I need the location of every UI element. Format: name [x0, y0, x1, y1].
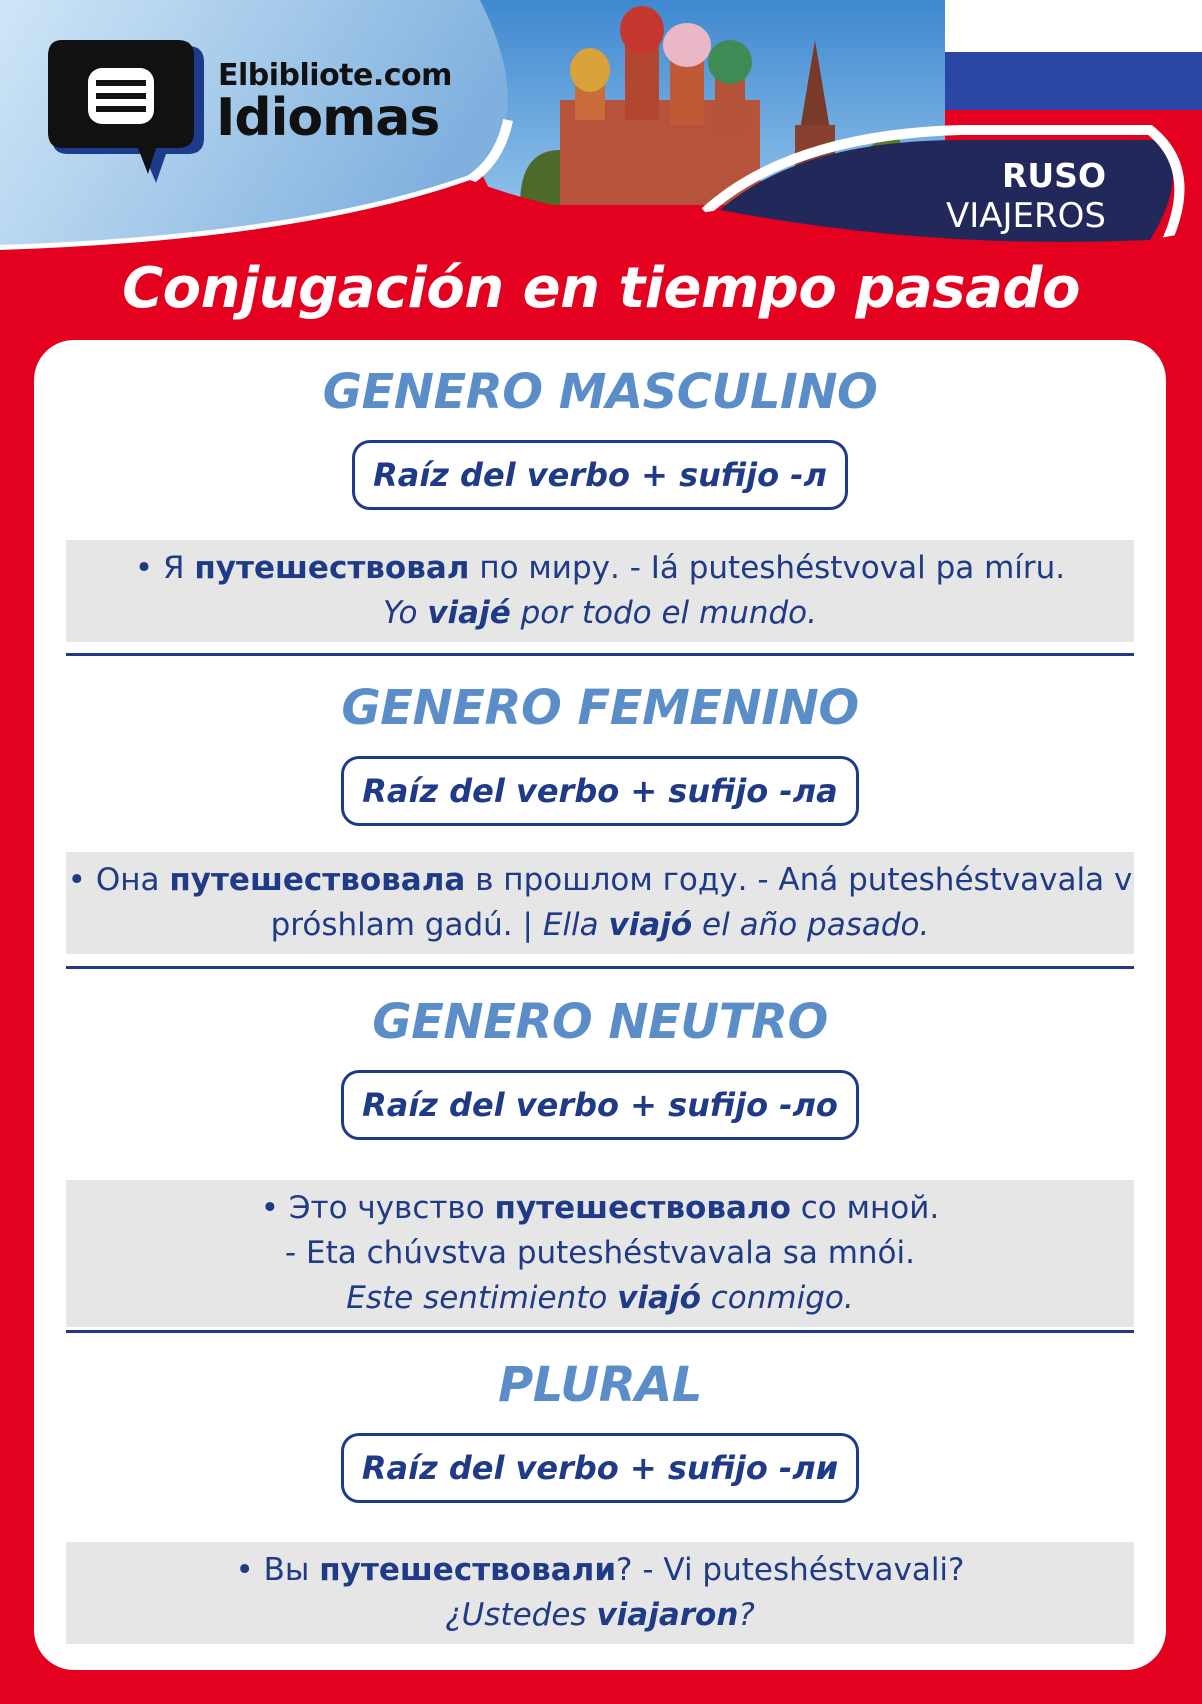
section-plural	[34, 1355, 1166, 1505]
section-title: GENERO FEMENINO	[341, 680, 859, 736]
example-masculine	[66, 540, 1134, 642]
example-russian-line: • Я путешествовал по миру. - Iá puteshéstvoval pa míru.	[134, 550, 1066, 586]
topic-tag: VIAJEROS	[945, 196, 1106, 236]
example-feminine	[66, 852, 1134, 954]
language-tag: RUSO	[1001, 156, 1106, 195]
brand-logo[interactable]	[48, 38, 468, 188]
content-card	[34, 340, 1166, 1670]
example-russian-line: • Это чувство путешествовало со мной.	[260, 1190, 940, 1226]
rule-box: Raíz del verbo + sufijo -ли	[341, 1433, 859, 1503]
brand-name: Idiomas	[216, 88, 440, 148]
brand-site: Elbibliote.com	[218, 58, 452, 93]
section-title: GENERO NEUTRO	[372, 994, 828, 1050]
rule-box: Raíz del verbo + sufijo -ло	[341, 1070, 859, 1140]
section-masculine	[34, 362, 1166, 512]
divider	[66, 966, 1134, 969]
header	[0, 0, 1202, 270]
example-plural	[66, 1542, 1134, 1644]
example-translit-line: - Eta chúvstva puteshéstvavala sa mnói.	[285, 1235, 915, 1271]
section-feminine	[34, 678, 1166, 828]
section-neuter	[34, 992, 1166, 1142]
example-russian-line: • Она путешествовала в прошлом году. - Aná puteshéstvavala v próshlam gadú. | Ella viajó el año pasado.	[67, 862, 1133, 943]
section-title: PLURAL	[498, 1357, 702, 1413]
rule-box: Raíz del verbo + sufijo -л	[352, 440, 848, 510]
example-spanish-line: ¿Ustedes viajaron?	[445, 1597, 755, 1633]
section-title: GENERO MASCULINO	[322, 364, 878, 420]
divider	[66, 1330, 1134, 1333]
example-spanish-line: Este sentimiento viajó conmigo.	[346, 1280, 854, 1316]
example-russian-line: • Вы путешествовали? - Vi puteshéstvavali?	[235, 1552, 965, 1588]
example-neuter	[66, 1180, 1134, 1327]
chat-bubble-book-icon	[48, 38, 208, 188]
example-spanish-line: Yo viajé por todo el mundo.	[382, 595, 818, 631]
page-title: Conjugación en tiempo pasado	[122, 256, 1080, 321]
rule-box: Raíz del verbo + sufijo -ла	[341, 756, 858, 826]
divider	[66, 653, 1134, 656]
